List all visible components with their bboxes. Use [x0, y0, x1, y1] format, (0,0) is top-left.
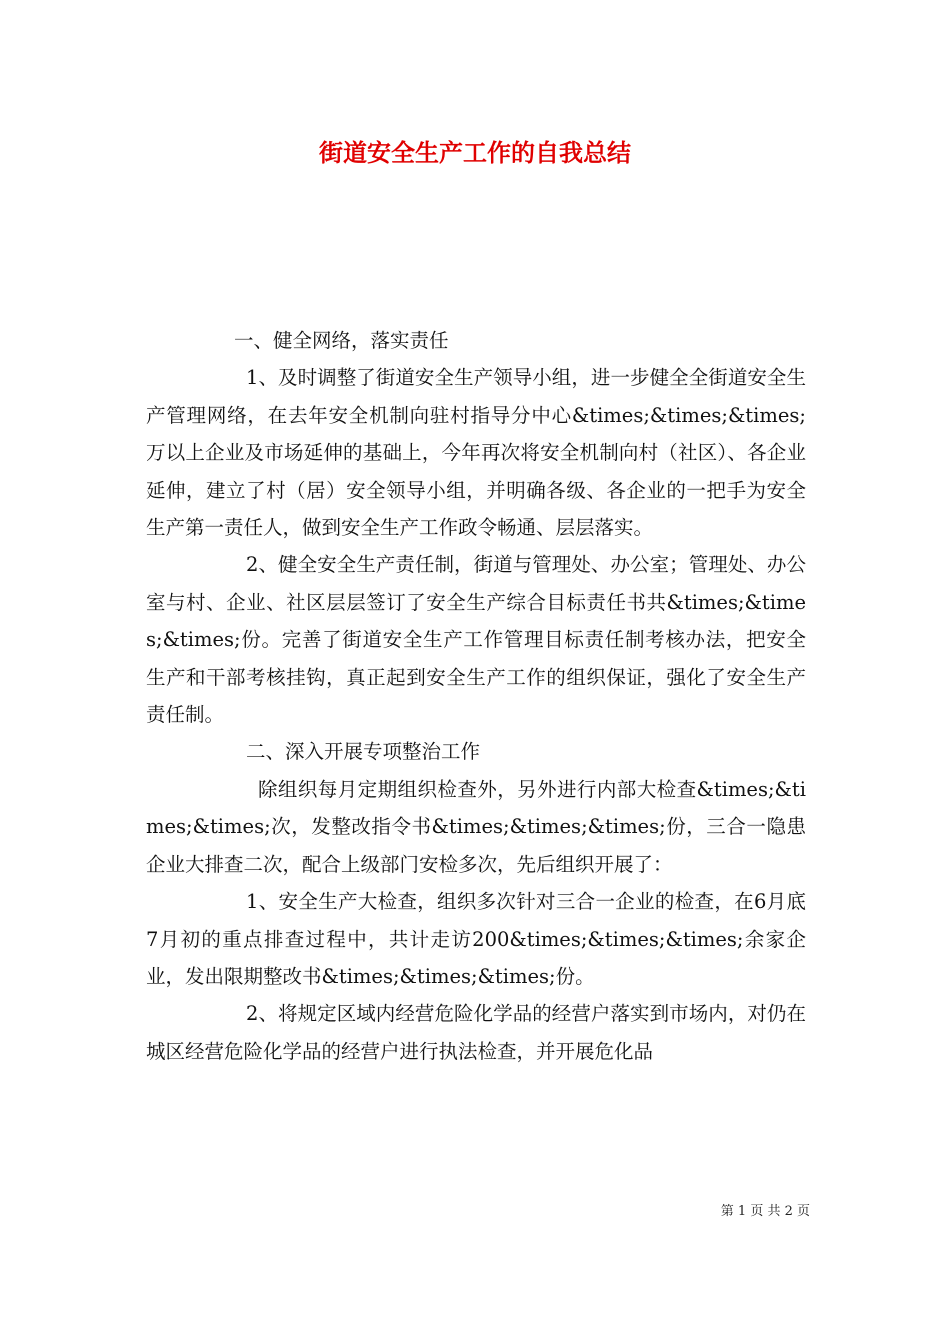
page-number-footer: 第 1 页 共 2 页: [720, 1204, 810, 1219]
section-heading-1: 一、健全网络，落实责任: [234, 329, 449, 352]
paragraph-2-1: 1、安全生产大检查，组织多次针对三合一企业的检查，在6月底7月初的重点排查过程中，共计走访200&times;&times;&times;余家企业，发出限期整改书&times;&times;&times;份。: [146, 890, 806, 988]
document-body: [146, 322, 806, 1070]
paragraph-1-2: 2、健全安全生产责任制，街道与管理处、办公室；管理处、办公室与村、企业、社区层层签订了安全生产综合目标责任书共&times;&times;&times;份。完善了街道安全生产工作管理目标责任制考核办法，把安全生产和干部考核挂钩，真正起到安全生产工作的组织保证，强化了安全生产责任制。: [146, 553, 806, 727]
section-heading-2: 二、深入开展专项整治工作: [246, 740, 481, 764]
paragraph-1-1: 1、及时调整了街道安全生产领导小组，进一步健全全街道安全生产管理网络，在去年安全机制向驻村指导分中心&times;&times;&times;万以上企业及市场延伸的基础上，今年再次将安全机制向村（社区）、各企业延伸，建立了村（居）安全领导小组，并明确各级、各企业的一把手为安全生产第一责任人，做到安全生产工作政令畅通、层层落实。: [146, 366, 806, 540]
document-title: 街道安全生产工作的自我总结: [319, 138, 631, 167]
paragraph-2-intro: 除组织每月定期组织检查外，另外进行内部大检查&times;&times;&times;次，发整改指令书&times;&times;&times;份，三合一隐患企业大排查二次，配合上级部门安检多次，先后组织开展了：: [146, 777, 806, 876]
paragraph-2-2: 2、将规定区域内经营危险化学品的经营户落实到市场内，对仍在城区经营危险化学品的经营户进行执法检查，并开展危化品: [146, 1002, 806, 1063]
